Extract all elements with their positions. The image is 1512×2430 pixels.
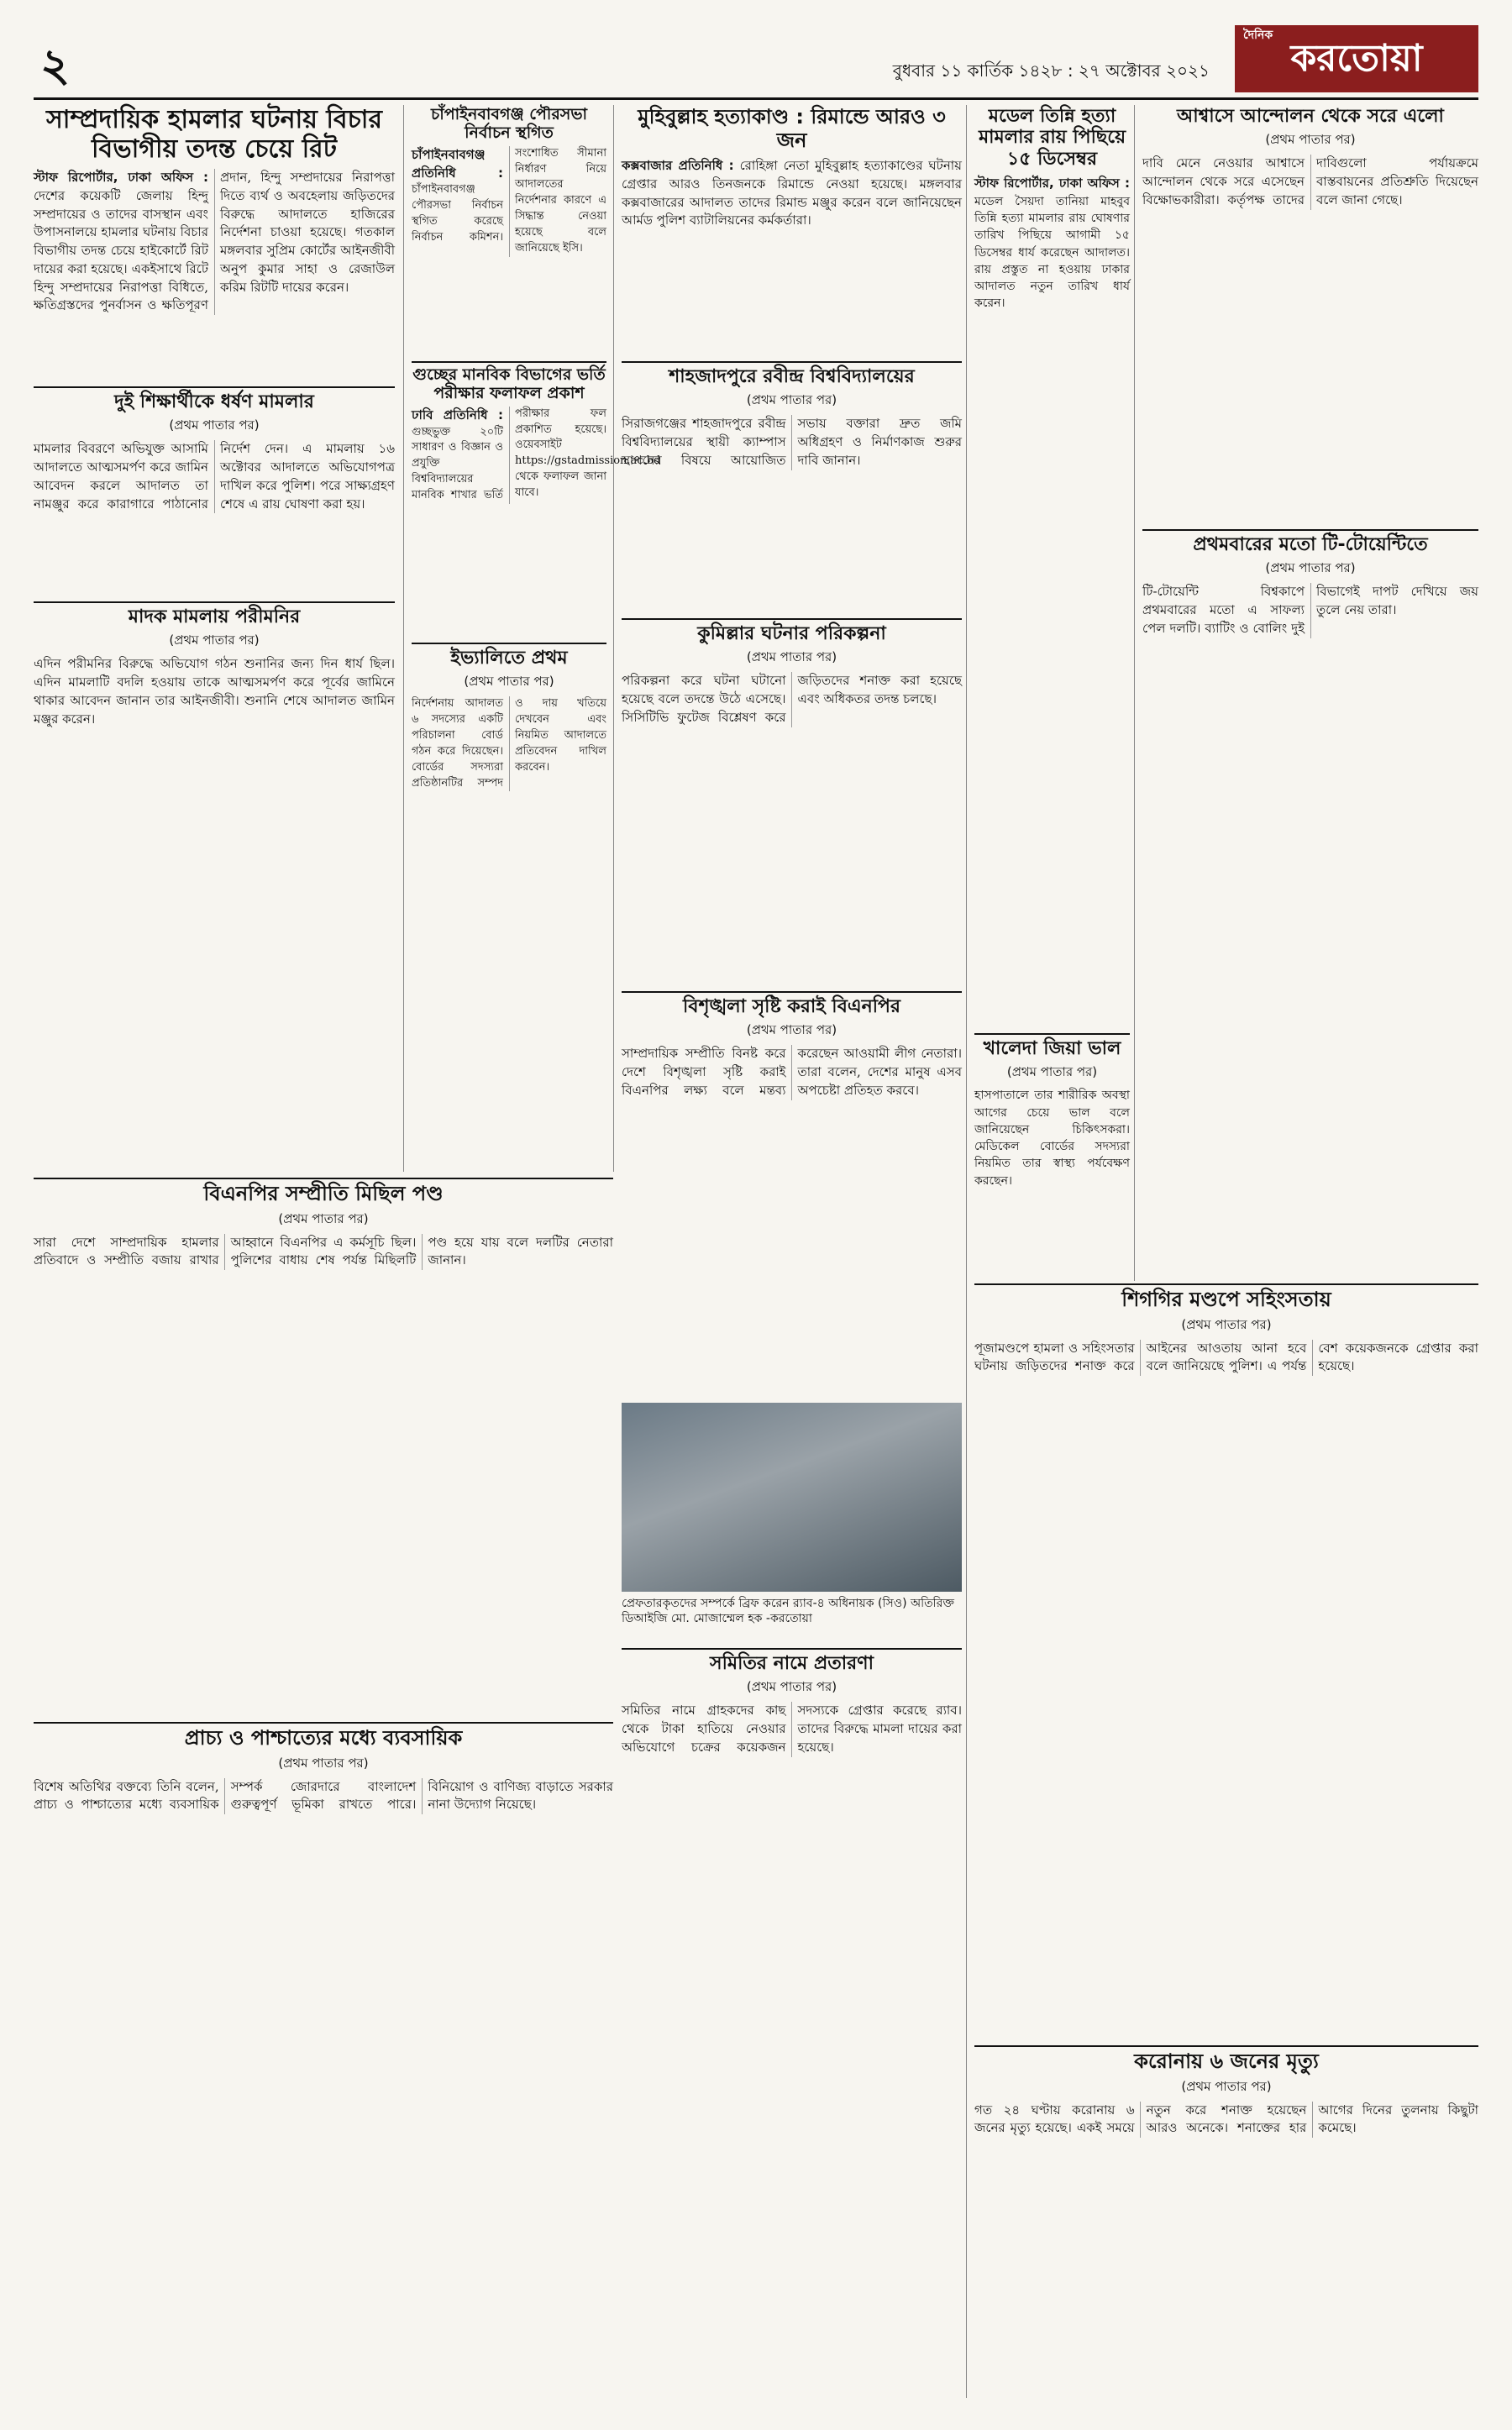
article-body: মডেল সৈয়দা তানিয়া মাহবুব তিন্নি হত্যা মামলার রায় ঘোষণার তারিখ পিছিয়ে আগামী ১৫ ডিসেম্বর ধার্য করেছেন আদালত। রায় প্রস্তুত না হওয়ায় ঢাকার আদালত নতুন তারিখ ধার্য করেন। xyxy=(974,194,1130,311)
article-communal-attack-writ xyxy=(34,106,395,383)
article-body: মামলার বিবরণে অভিযুক্ত আসামি আদালতে আত্মসমর্পণ করে জামিন আবেদন করলে আদালত তা নামঞ্জুর করে কারাগারে পাঠানোর নির্দেশ দেন। এ মামলায় ১৬ অক্টোবর আদালতে অভিযোগপত্র দাখিল করে পুলিশ। পরে সাক্ষ্যগ্রহণ শেষে এ রায় ঘোষণা করা হয়। xyxy=(34,441,395,512)
headline: মাদক মামলায় পরীমনির xyxy=(128,606,301,627)
article-tinni-verdict xyxy=(974,106,1130,1030)
article-khaleda-health xyxy=(974,1033,1130,1278)
article-body: দাবি মেনে নেওয়ার আশ্বাসে আন্দোলন থেকে সরে এসেছেন বিক্ষোভকারীরা। কর্তৃপক্ষ তাদের দাবিগুলো পর্যায়ক্রমে বাস্তবায়নের প্রতিশ্রুতি দিয়েছেন বলে জানা গেছে। xyxy=(1142,155,1478,207)
continued-tag: (প্রথম পাতার পর) xyxy=(746,649,837,665)
article-muhibullah-remand xyxy=(622,106,962,358)
headline: করোনায় ৬ জনের মৃত্যু xyxy=(1134,2049,1319,2073)
article-body: চাঁপাইনবাবগঞ্জ পৌরসভা নির্বাচন স্থগিত করেছে নির্বাচন কমিশন। সংশোধিত সীমানা নির্ধারণ নিয়ে আদালতের নির্দেশনার কারণে এ সিদ্ধান্ত নেওয়া হয়েছে বলে জানিয়েছে ইসি। xyxy=(412,146,606,255)
article-body: সারা দেশে সাম্প্রদায়িক হামলার প্রতিবাদে ও সম্প্রীতি বজায় রাখার আহ্বানে বিএনপির এ কর্মসূচি ছিল। পুলিশের বাধায় শেষ পর্যন্ত মিছিলটি পণ্ড হয়ে যায় বলে দলটির নেতারা জানান। xyxy=(34,1234,613,1268)
continued-tag: (প্রথম পাতার পর) xyxy=(278,1755,369,1771)
continued-tag: (প্রথম পাতার পর) xyxy=(1181,2078,1272,2094)
byline: স্টাফ রিপোর্টার, ঢাকা অফিস : xyxy=(34,170,208,185)
article-body: সিরাজগঞ্জের শাহজাদপুরে রবীন্দ্র বিশ্ববিদ্যালয়ের স্থায়ী ক্যাম্পাস স্থাপনের বিষয়ে আয়োজিত সভায় বক্তারা দ্রুত জমি অধিগ্রহণ ও নির্মাণকাজ শুরুর দাবি জানান। xyxy=(622,416,962,468)
article-covid-deaths xyxy=(974,2045,1478,2396)
article-body: গত ২৪ ঘণ্টায় করোনায় ৬ জনের মৃত্যু হয়েছে। একই সময়ে নতুন করে শনাক্ত হয়েছেন আরও অনেকে। শনাক্তের হার আগের দিনের তুলনায় কিছুটা কমেছে। xyxy=(974,2102,1478,2136)
article-chapainawabganj-election xyxy=(412,106,606,358)
continued-tag: (প্রথম পাতার পর) xyxy=(746,392,837,408)
continued-tag: (প্রথম পাতার পর) xyxy=(1265,132,1356,148)
byline: চাঁপাইনবাবগঞ্জ প্রতিনিধি : xyxy=(412,146,503,181)
article-evaly-first xyxy=(412,643,606,1106)
headline: আশ্বাসে আন্দোলন থেকে সরে এলো xyxy=(1177,106,1444,127)
article-t20-first-time xyxy=(1142,529,1478,1278)
byline: কক্সবাজার প্রতিনিধি : xyxy=(622,158,734,174)
headline: বিশৃঙ্খলা সৃষ্টি করাই বিএনপির xyxy=(682,996,901,1017)
article-east-west-trade xyxy=(34,1722,613,2396)
headline: দুই শিক্ষার্থীকে ধর্ষণ মামলার xyxy=(114,391,314,412)
article-body: নির্দেশনায় আদালত ৬ সদস্যের একটি পরিচালনা বোর্ড গঠন করে দিয়েছেন। বোর্ডের সদস্যরা প্রতিষ্ঠানটির সম্পদ ও দায় খতিয়ে দেখবেন এবং নিয়মিত আদালতে প্রতিবেদন দাখিল করবেন। xyxy=(412,697,606,790)
continued-tag: (প্রথম পাতার পর) xyxy=(1181,1316,1272,1332)
article-body: সমিতির নামে গ্রাহকদের কাছ থেকে টাকা হাতিয়ে নেওয়ার অভিযোগে চক্রের কয়েকজন সদস্যকে গ্রেপ্তার করেছে র‍্যাব। তাদের বিরুদ্ধে মামলা দায়ের করা হয়েছে। xyxy=(622,1703,962,1755)
masthead-tag: দৈনিক xyxy=(1243,29,1273,42)
article-body: এদিন পরীমনির বিরুদ্ধে অভিযোগ গঠন শুনানির জন্য দিন ধার্য ছিল। এদিন মামলাটি বদলি হওয়ায় তাকে আত্মসমর্পণ করে পূর্বের জামিনে থাকার আবেদন জানান তার আইনজীবী। শুনানি শেষে আদালত জামিন মঞ্জুর করেন। xyxy=(34,656,395,727)
page-number: ২ xyxy=(40,39,71,92)
article-student-rape-case xyxy=(34,386,395,598)
headline: প্রথমবারের মতো টি-টোয়েন্টিতে xyxy=(1193,534,1428,555)
article-porimoni-case xyxy=(34,601,395,1107)
column-divider xyxy=(1134,105,1135,1281)
issue-date: বুধবার ১১ কার্তিক ১৪২৮ : ২৭ অক্টোবর ২০২১ xyxy=(892,60,1210,81)
headline: সমিতির নামে প্রতারণা xyxy=(710,1653,874,1674)
article-body: বিশেষ অতিথির বক্তব্যে তিনি বলেন, প্রাচ্য ও পাশ্চাত্যের মধ্যে ব্যবসায়িক সম্পর্ক জোরদারে বাংলাদেশ গুরুত্বপূর্ণ ভূমিকা রাখতে পারে। বিনিয়োগ ও বাণিজ্য বাড়াতে সরকার নানা উদ্যোগ নিয়েছে। xyxy=(34,1778,613,1813)
headline: শাহজাদপুরে রবীন্দ্র বিশ্ববিদ্যালয়ের xyxy=(669,366,915,387)
headline: চাঁপাইনবাবগঞ্জ পৌরসভা নির্বাচন স্থগিত xyxy=(430,105,588,142)
continued-tag: (প্রথম পাতার পর) xyxy=(1006,1064,1098,1080)
article-body: গুচ্ছভুক্ত ২০টি সাধারণ ও বিজ্ঞান ও প্রযুক্তি বিশ্ববিদ্যালয়ের মানবিক শাখার ভর্তি পরীক্ষার ফল প্রকাশিত হয়েছে। ওয়েবসাইট https://gstadmission.ac.bd থেকে ফলাফল জানা যাবে। xyxy=(412,407,661,501)
headline: শিগগির মণ্ডপে সহিংসতায় xyxy=(1121,1288,1331,1311)
article-cumilla-plan xyxy=(622,618,962,989)
column-divider xyxy=(613,105,614,1172)
article-samity-fraud xyxy=(622,1648,962,2397)
headline: কুমিল্লার ঘটনার পরিকল্পনা xyxy=(697,623,886,644)
byline: ঢাবি প্রতিনিধি : xyxy=(412,407,503,422)
headline: মডেল তিন্নি হত্যা মামলার রায় পিছিয়ে ১৫ ডিসেম্বর xyxy=(978,106,1126,170)
article-body: পরিকল্পনা করে ঘটনা ঘটানো হয়েছে বলে তদন্তে উঠে এসেছে। সিসিটিভি ফুটেজ বিশ্লেষণ করে জড়িতদের শনাক্ত করা হয়েছে এবং অধিকতর তদন্ত চলছে। xyxy=(622,673,962,725)
byline: স্টাফ রিপোর্টার, ঢাকা অফিস : xyxy=(974,175,1130,191)
article-cluster-admission-result xyxy=(412,361,661,640)
article-mandap-violence xyxy=(974,1283,1478,2041)
article-bnp-chaos xyxy=(622,991,962,1396)
headline: মুহিবুল্লাহ হত্যাকাণ্ড : রিমান্ডে আরও ৩ জন xyxy=(638,105,946,152)
headline: গুচ্ছের মানবিক বিভাগের ভর্তি পরীক্ষার ফলাফল প্রকাশ xyxy=(412,365,606,402)
article-body: পূজামণ্ডপে হামলা ও সহিংসতার ঘটনায় জড়িতদের শনাক্ত করে আইনের আওতায় আনা হবে বলে জানিয়েছে পুলিশ। এ পর্যন্ত বেশ কয়েকজনকে গ্রেপ্তার করা হয়েছে। xyxy=(974,1340,1478,1374)
column-divider xyxy=(403,105,404,1172)
continued-tag: (প্রথম পাতার পর) xyxy=(278,1210,369,1226)
article-body: দেশের কয়েকটি জেলায় হিন্দু সম্প্রদায়ের ও তাদের বাসস্থান এবং উপাসনালয়ে হামলার ঘটনায় বিচার বিভাগীয় তদন্ত চেয়ে হাইকোর্টে রিট দায়ের করা হয়েছে। একইসাথে রিটে হিন্দু সম্প্রদায়ের নিরাপত্তা বিধিতে, ক্ষতিগ্রস্তদের পুনর্বাসন ও ক্ষতিপূরণ প্রদান, হিন্দু সম্প্রদায়ের নিরাপত্তা দিতে ব্যর্থ ও অবহেলায় জড়িতদের বিরুদ্ধে আদালতে হাজিরের নির্দেশনা চাওয়া হয়েছে। গতকাল মঙ্গলবার সুপ্রিম কোর্টের আইনজীবী অনুপ কুমার সাহা ও রেজাউল করিম রিটটি দায়ের করেন। xyxy=(34,170,395,313)
page-header xyxy=(34,25,1478,100)
news-photo xyxy=(622,1403,962,1592)
photo-caption xyxy=(622,1596,962,1643)
continued-tag: (প্রথম পাতার পর) xyxy=(746,1022,837,1038)
article-body: সাম্প্রদায়িক সম্প্রীতি বিনষ্ট করে দেশে বিশৃঙ্খলা সৃষ্টি করাই বিএনপির লক্ষ্য বলে মন্তব্য করেছেন আওয়ামী লীগ নেতারা। তারা বলেন, দেশের মানুষ এসব অপচেষ্টা প্রতিহত করবে। xyxy=(622,1046,962,1098)
headline: বিএনপির সম্প্রীতি মিছিল পণ্ড xyxy=(203,1182,444,1205)
article-body: হাসপাতালে তার শারীরিক অবস্থা আগের চেয়ে ভাল বলে জানিয়েছেন চিকিৎসকরা। মেডিকেল বোর্ডের সদস্যরা নিয়মিত তার স্বাস্থ্য পর্যবেক্ষণ করছেন। xyxy=(974,1089,1130,1188)
column-divider xyxy=(966,105,967,2398)
continued-tag: (প্রথম পাতার পর) xyxy=(1265,560,1356,576)
caption-text: প্রেফতারকৃতদের সম্পর্কে ব্রিফ করেন র‍্যাব-৪ অধিনায়ক (সিও) অতিরিক্ত ডিআইজি মো. মোজাম্মেল হক -করতোয়া xyxy=(622,1597,954,1626)
article-bnp-rally xyxy=(34,1178,613,1717)
article-body: রোহিঙ্গা নেতা মুহিবুল্লাহ হত্যাকাণ্ডের ঘটনায় গ্রেপ্তার আরও তিনজনকে রিমান্ডে নেওয়া হয়েছে। মঙ্গলবার কক্সবাজারের আদালত তাদের রিমান্ড মঞ্জুর করেন বলে জানিয়েছেন আর্মড পুলিশ ব্যাটালিয়নের কর্মকর্তারা। xyxy=(622,158,962,228)
masthead-title: করতোয়া xyxy=(1290,37,1423,80)
continued-tag: (প্রথম পাতার পর) xyxy=(169,417,260,433)
headline: ইভ্যালিতে প্রথম xyxy=(450,648,568,669)
headline: সাম্প্রদায়িক হামলার ঘটনায় বিচার বিভাগীয় তদন্ত চেয়ে রিট xyxy=(45,105,383,164)
article-protest-withdrawn xyxy=(1142,106,1478,526)
headline: প্রাচ্য ও পাশ্চাত্যের মধ্যে ব্যবসায়িক xyxy=(184,1726,463,1750)
headline: খালেদা জিয়া ভাল xyxy=(983,1038,1121,1059)
continued-tag: (প্রথম পাতার পর) xyxy=(746,1679,837,1695)
continued-tag: (প্রথম পাতার পর) xyxy=(464,674,554,690)
continued-tag: (প্রথম পাতার পর) xyxy=(169,632,260,648)
article-rabindra-university xyxy=(622,361,962,615)
article-body: টি-টোয়েন্টি বিশ্বকাপে প্রথমবারের মতো এ সাফল্য পেল দলটি। ব্যাটিং ও বোলিং দুই বিভাগেই দাপট দেখিয়ে জয় তুলে নেয় তারা। xyxy=(1142,584,1478,636)
masthead-logo xyxy=(1235,25,1478,92)
